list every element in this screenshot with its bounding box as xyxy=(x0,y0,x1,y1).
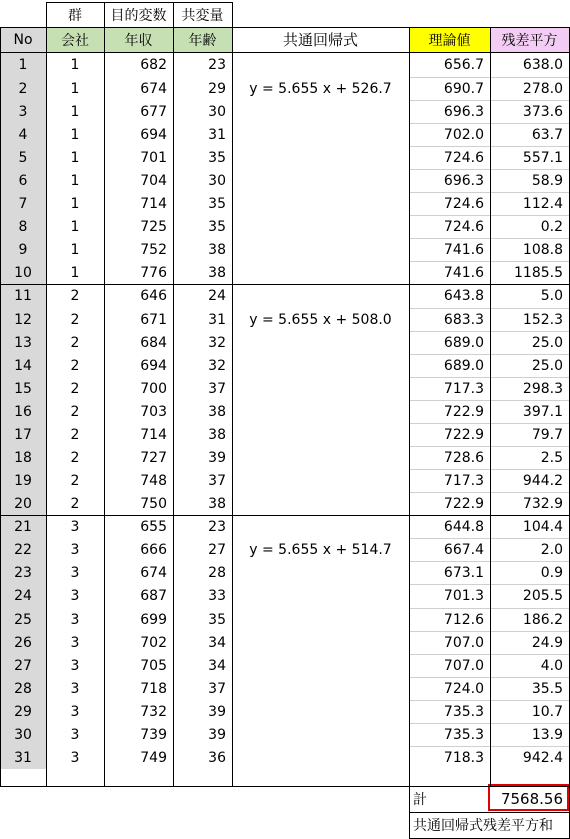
row-age: 38 xyxy=(208,495,226,512)
row-age: 38 xyxy=(208,403,226,420)
row-theory: 673.1 xyxy=(443,564,484,581)
row-theory: 702.0 xyxy=(443,126,484,143)
row-theory: 696.3 xyxy=(443,103,484,120)
row-income: 646 xyxy=(140,288,167,304)
grid-line xyxy=(0,52,570,53)
row-theory: 722.9 xyxy=(443,495,484,512)
equation-group-1: y = 5.655 x + 526.7 xyxy=(249,80,392,97)
row-company: 2 xyxy=(70,311,80,328)
row-company: 3 xyxy=(70,518,80,535)
row-income: 703 xyxy=(140,403,167,420)
row-age: 39 xyxy=(208,703,226,720)
row-age: 32 xyxy=(208,334,226,351)
row-no: 19 xyxy=(0,469,46,492)
row-age: 35 xyxy=(208,195,226,212)
row-age: 28 xyxy=(208,564,226,581)
row-no: 1 xyxy=(0,52,46,77)
row-residual: 732.9 xyxy=(522,495,563,512)
row-company: 1 xyxy=(70,126,80,143)
row-company: 3 xyxy=(70,726,80,743)
row-company: 3 xyxy=(70,634,80,651)
row-age: 36 xyxy=(208,749,226,766)
row-company: 2 xyxy=(70,403,80,420)
row-income: 674 xyxy=(140,80,167,97)
row-theory: 722.9 xyxy=(443,403,484,420)
header-theory: 理論値 xyxy=(409,27,490,52)
header-income: 年収 xyxy=(104,27,173,52)
grid-line xyxy=(0,27,570,28)
grid-line xyxy=(232,2,233,787)
row-theory: 667.4 xyxy=(443,541,484,558)
row-theory: 741.6 xyxy=(443,241,484,258)
row-no: 18 xyxy=(0,446,46,469)
row-company: 3 xyxy=(70,564,80,581)
row-no: 12 xyxy=(0,308,46,331)
row-income: 725 xyxy=(140,218,167,235)
grid-line xyxy=(0,786,570,787)
row-income: 750 xyxy=(140,495,167,512)
row-company: 2 xyxy=(70,426,80,443)
row-income: 699 xyxy=(140,611,167,628)
row-income: 694 xyxy=(140,126,167,143)
row-theory: 741.6 xyxy=(443,264,484,281)
row-income: 705 xyxy=(140,657,167,674)
row-age: 24 xyxy=(208,288,226,304)
row-no: 24 xyxy=(0,584,46,608)
row-no: 17 xyxy=(0,423,46,446)
group-divider xyxy=(0,515,570,516)
row-no: 14 xyxy=(0,354,46,377)
row-income: 666 xyxy=(140,541,167,558)
row-company: 3 xyxy=(70,680,80,697)
covariate-header-cell: 共変量 xyxy=(181,7,224,24)
row-no: 23 xyxy=(0,561,46,584)
row-theory: 696.3 xyxy=(443,172,484,189)
row-income: 739 xyxy=(140,726,167,743)
row-residual: 13.9 xyxy=(531,726,563,743)
row-residual: 944.2 xyxy=(522,472,563,489)
header-residual: 残差平方 xyxy=(490,27,569,52)
row-theory: 690.7 xyxy=(443,80,484,97)
row-residual: 298.3 xyxy=(522,380,563,397)
row-residual: 35.5 xyxy=(531,680,563,697)
row-no: 15 xyxy=(0,377,46,400)
row-residual: 2.5 xyxy=(540,449,563,466)
row-no: 31 xyxy=(0,746,46,769)
row-residual: 5.0 xyxy=(540,288,563,304)
group-header-cell: 群 xyxy=(68,7,82,24)
row-company: 3 xyxy=(70,749,80,766)
row-age: 27 xyxy=(208,541,226,558)
row-income: 749 xyxy=(140,749,167,766)
row-no: 28 xyxy=(0,677,46,700)
row-theory: 707.0 xyxy=(443,634,484,651)
grid-line xyxy=(173,2,174,787)
row-residual: 373.6 xyxy=(522,103,563,120)
row-age: 33 xyxy=(208,588,226,604)
caption-residual-sum: 共通回帰式残差平方和 xyxy=(413,818,553,834)
row-age: 35 xyxy=(208,611,226,628)
row-company: 1 xyxy=(70,56,80,73)
row-residual: 10.7 xyxy=(531,703,563,720)
header-no: No xyxy=(0,27,46,52)
row-theory: 728.6 xyxy=(443,449,484,466)
row-income: 714 xyxy=(140,195,167,212)
equation-group-2: y = 5.655 x + 508.0 xyxy=(249,311,392,328)
row-company: 2 xyxy=(70,449,80,466)
row-residual: 942.4 xyxy=(522,749,563,766)
row-residual: 25.0 xyxy=(531,334,563,351)
row-theory: 701.3 xyxy=(443,588,484,604)
row-income: 655 xyxy=(140,518,167,535)
row-no: 16 xyxy=(0,400,46,423)
row-residual: 4.0 xyxy=(540,657,563,674)
header-equation: 共通回帰式 xyxy=(282,31,358,49)
row-income: 671 xyxy=(140,311,167,328)
row-theory: 735.3 xyxy=(443,726,484,743)
row-residual: 1185.5 xyxy=(514,264,563,281)
row-company: 1 xyxy=(70,218,80,235)
row-age: 38 xyxy=(208,241,226,258)
row-age: 31 xyxy=(208,311,226,328)
row-theory: 712.6 xyxy=(443,611,484,628)
grid-line xyxy=(104,2,105,787)
row-income: 748 xyxy=(140,472,167,489)
total-highlight-box xyxy=(488,784,569,811)
row-theory: 707.0 xyxy=(443,657,484,674)
row-company: 2 xyxy=(70,334,80,351)
row-theory: 724.6 xyxy=(443,195,484,212)
row-company: 1 xyxy=(70,241,80,258)
row-company: 1 xyxy=(70,149,80,166)
row-company: 2 xyxy=(70,495,80,512)
row-age: 37 xyxy=(208,380,226,397)
row-theory: 683.3 xyxy=(443,311,484,328)
row-company: 1 xyxy=(70,172,80,189)
row-residual: 108.8 xyxy=(522,241,563,258)
row-company: 1 xyxy=(70,264,80,281)
row-company: 2 xyxy=(70,472,80,489)
row-income: 752 xyxy=(140,241,167,258)
row-company: 2 xyxy=(70,357,80,374)
row-residual: 24.9 xyxy=(531,634,563,651)
row-company: 1 xyxy=(70,80,80,97)
row-income: 674 xyxy=(140,564,167,581)
row-income: 684 xyxy=(140,334,167,351)
row-theory: 717.3 xyxy=(443,380,484,397)
row-income: 687 xyxy=(140,588,167,604)
row-residual: 58.9 xyxy=(531,172,563,189)
row-no: 8 xyxy=(0,215,46,238)
row-income: 776 xyxy=(140,264,167,281)
row-theory: 717.3 xyxy=(443,472,484,489)
row-residual: 104.4 xyxy=(522,518,563,535)
row-theory: 644.8 xyxy=(443,518,484,535)
row-age: 38 xyxy=(208,264,226,281)
row-residual: 152.3 xyxy=(522,311,563,328)
row-age: 35 xyxy=(208,149,226,166)
row-theory: 718.3 xyxy=(443,749,484,766)
row-residual: 0.9 xyxy=(540,564,563,581)
row-no: 13 xyxy=(0,331,46,354)
row-age: 39 xyxy=(208,449,226,466)
row-no: 7 xyxy=(0,192,46,215)
row-theory: 689.0 xyxy=(443,357,484,374)
row-age: 31 xyxy=(208,126,226,143)
row-age: 34 xyxy=(208,657,226,674)
row-age: 34 xyxy=(208,634,226,651)
row-residual: 79.7 xyxy=(531,426,563,443)
total-value: 7568.56 xyxy=(500,790,563,808)
equation-group-3: y = 5.655 x + 514.7 xyxy=(249,541,392,558)
row-age: 39 xyxy=(208,726,226,743)
row-company: 2 xyxy=(70,288,80,304)
target-variable-header-cell: 目的変数 xyxy=(110,7,167,24)
row-company: 3 xyxy=(70,588,80,604)
row-no: 25 xyxy=(0,608,46,631)
row-theory: 643.8 xyxy=(443,288,484,304)
row-income: 701 xyxy=(140,149,167,166)
grid-line xyxy=(490,27,491,787)
row-no: 26 xyxy=(0,631,46,654)
grid-line xyxy=(409,812,570,813)
row-no: 10 xyxy=(0,261,46,284)
grid-line xyxy=(409,27,410,839)
row-residual: 2.0 xyxy=(540,541,563,558)
row-residual: 25.0 xyxy=(531,357,563,374)
row-income: 700 xyxy=(140,380,167,397)
row-theory: 724.0 xyxy=(443,680,484,697)
row-age: 29 xyxy=(208,80,226,97)
row-income: 694 xyxy=(140,357,167,374)
grid-line xyxy=(46,2,47,787)
row-income: 718 xyxy=(140,680,167,697)
row-no: 5 xyxy=(0,146,46,169)
row-no: 29 xyxy=(0,700,46,723)
row-residual: 112.4 xyxy=(522,195,563,212)
row-income: 727 xyxy=(140,449,167,466)
row-age: 30 xyxy=(208,172,226,189)
row-no: 21 xyxy=(0,515,46,538)
row-age: 23 xyxy=(208,518,226,535)
row-no: 3 xyxy=(0,100,46,123)
row-no: 4 xyxy=(0,123,46,146)
row-company: 1 xyxy=(70,195,80,212)
row-income: 677 xyxy=(140,103,167,120)
row-age: 32 xyxy=(208,357,226,374)
row-no: 2 xyxy=(0,77,46,100)
row-no: 9 xyxy=(0,238,46,261)
row-age: 23 xyxy=(208,56,226,73)
header-company: 会社 xyxy=(46,27,104,52)
row-theory: 724.6 xyxy=(443,218,484,235)
row-no: 6 xyxy=(0,169,46,192)
row-age: 37 xyxy=(208,472,226,489)
row-income: 704 xyxy=(140,172,167,189)
row-income: 682 xyxy=(140,56,167,73)
row-residual: 63.7 xyxy=(531,126,563,143)
row-age: 30 xyxy=(208,103,226,120)
row-no: 30 xyxy=(0,723,46,746)
row-residual: 278.0 xyxy=(522,80,563,97)
row-no: 20 xyxy=(0,492,46,515)
row-residual: 397.1 xyxy=(522,403,563,420)
row-company: 1 xyxy=(70,103,80,120)
row-no: 11 xyxy=(0,284,46,308)
row-theory: 656.7 xyxy=(443,56,484,73)
row-company: 2 xyxy=(70,380,80,397)
row-residual: 638.0 xyxy=(522,56,563,73)
row-no: 27 xyxy=(0,654,46,677)
row-company: 3 xyxy=(70,541,80,558)
row-company: 3 xyxy=(70,657,80,674)
row-residual: 557.1 xyxy=(522,149,563,166)
row-theory: 689.0 xyxy=(443,334,484,351)
total-label: 計 xyxy=(413,792,427,808)
row-company: 3 xyxy=(70,703,80,720)
row-income: 732 xyxy=(140,703,167,720)
grid-line xyxy=(46,2,233,3)
header-age: 年齢 xyxy=(173,27,232,52)
grid-line xyxy=(0,27,1,787)
row-age: 38 xyxy=(208,426,226,443)
group-divider xyxy=(0,284,570,285)
row-theory: 735.3 xyxy=(443,703,484,720)
row-residual: 205.5 xyxy=(522,588,563,604)
row-residual: 0.2 xyxy=(540,218,563,235)
row-company: 3 xyxy=(70,611,80,628)
row-income: 702 xyxy=(140,634,167,651)
row-age: 37 xyxy=(208,680,226,697)
row-theory: 722.9 xyxy=(443,426,484,443)
row-residual: 186.2 xyxy=(522,611,563,628)
row-theory: 724.6 xyxy=(443,149,484,166)
row-no: 22 xyxy=(0,538,46,561)
row-income: 714 xyxy=(140,426,167,443)
row-age: 35 xyxy=(208,218,226,235)
